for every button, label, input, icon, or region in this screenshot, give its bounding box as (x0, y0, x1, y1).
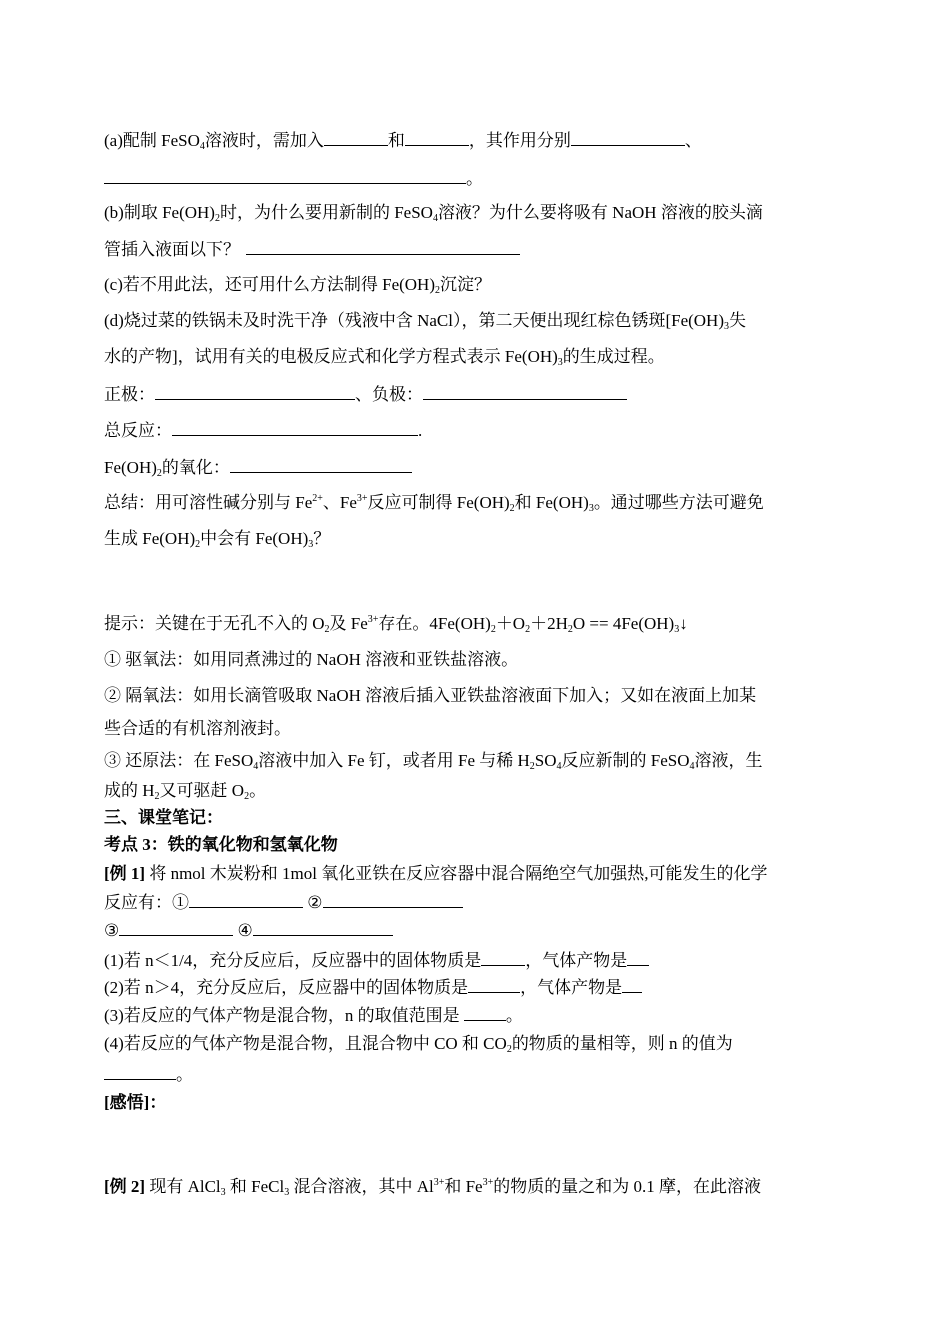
text: O == 4Fe(OH) (572, 614, 675, 633)
text: ，气体产物是 (525, 951, 628, 970)
answer-blank[interactable] (622, 975, 642, 993)
text: 和 Fe (444, 1177, 483, 1196)
method-3-line2 (104, 779, 850, 803)
text: (1)若 n＜1/4，充分反应后，反应器中的固体物质是 (104, 951, 482, 970)
subscript: 2 (506, 1044, 512, 1055)
answer-blank[interactable] (468, 975, 520, 993)
subscript: 2 (509, 503, 515, 514)
question-a-line1 (104, 128, 850, 153)
reflection-heading: [感悟]： (104, 1093, 167, 1112)
example-1-q2 (104, 975, 850, 1000)
example-1-line2 (104, 890, 850, 915)
text: 将 nmol 木炭粉和 1mol 氧化亚铁在反应容器中混合隔绝空气加强热,可能发生的化学 (145, 864, 768, 883)
subscript: 2 (214, 213, 220, 224)
subscript: 2 (154, 791, 160, 802)
text: (3)若反应的气体产物是混合物，n 的取值范围是 (104, 1006, 464, 1025)
answer-blank[interactable] (423, 382, 627, 400)
method-3-line1 (104, 749, 850, 773)
subscript: 2 (156, 468, 162, 479)
negative-label: 、负极： (355, 385, 423, 404)
subscript: 2 (435, 285, 440, 296)
answer-blank[interactable] (323, 890, 463, 908)
text: SO (534, 751, 557, 770)
question-a-line2 (104, 166, 850, 191)
subscript: 4 (432, 213, 438, 224)
subscript: 3 (557, 357, 563, 368)
text: ③ (104, 921, 120, 940)
subscript: 4 (556, 761, 562, 772)
question-c (104, 273, 850, 297)
answer-blank[interactable] (246, 237, 520, 255)
text: ↓ (679, 614, 688, 633)
subscript: 4 (253, 761, 259, 772)
subscript: 4 (199, 141, 205, 152)
superscript: 3+ (356, 493, 368, 504)
example-1-q4-line2 (104, 1062, 850, 1087)
subscript: 2 (195, 539, 201, 550)
superscript: 2+ (312, 493, 323, 504)
answer-blank[interactable] (324, 128, 388, 146)
example-1-line3 (104, 918, 850, 943)
summary-line2 (104, 527, 850, 551)
text: 溶液？为什么要将吸有 NaOH 溶液的胶头滴 (437, 203, 763, 222)
text: ① 驱氧法：如用同煮沸过的 NaOH 溶液和亚铁盐溶液。 (104, 650, 519, 669)
text: ，气体产物是 (520, 978, 623, 997)
text: 。 (466, 169, 483, 188)
text: 水的产物]，试用有关的电极反应式和化学方程式表示 Fe(OH) (104, 347, 558, 366)
text: 存在。4Fe(OH) (378, 614, 491, 633)
text: 反应新制的 FeSO (561, 751, 690, 770)
text: (b)制取 Fe(OH) (104, 203, 215, 222)
text: 溶液时，需加入 (204, 131, 324, 150)
subscript: 2 (525, 624, 531, 635)
text: 的物质的量之和为 0.1 摩，在此溶液 (493, 1177, 761, 1196)
total-label: 总反应： (104, 421, 172, 440)
answer-blank[interactable] (481, 948, 525, 966)
text: ③ 还原法：在 FeSO (104, 751, 254, 770)
text: 反应可制得 Fe(OH) (367, 493, 510, 512)
text: . (418, 421, 423, 440)
text: 的物质的量相等，则 n 的值为 (511, 1034, 733, 1053)
topic-heading: 考点 3：铁的氧化物和氢氧化物 (104, 835, 338, 854)
text: 及 Fe (329, 614, 368, 633)
text: 总结：用可溶性碱分别与 Fe (104, 493, 313, 512)
answer-blank[interactable] (627, 948, 649, 966)
text: 。通过哪些方法可避免 (593, 493, 764, 512)
method-2-line1 (104, 684, 850, 708)
text: 现有 AlCl (145, 1177, 221, 1196)
subscript: 3 (308, 539, 314, 550)
question-d-line1 (104, 309, 850, 333)
text: (4)若反应的气体产物是混合物，且混合物中 CO 和 CO (104, 1034, 507, 1053)
answer-blank[interactable] (104, 166, 466, 184)
hint-line (104, 612, 850, 636)
text: 生成 Fe(OH) (104, 529, 196, 548)
electrode-line (104, 382, 850, 407)
answer-blank[interactable] (405, 128, 469, 146)
subscript: 2 (567, 624, 573, 635)
section-heading: 三、课堂笔记： (104, 808, 223, 827)
text: 失 (729, 311, 746, 330)
answer-blank[interactable] (155, 382, 355, 400)
text: 中会有 Fe(OH) (200, 529, 309, 548)
superscript: 3+ (433, 1177, 445, 1188)
question-b-line2 (104, 237, 850, 262)
example-1-line1 (104, 862, 850, 886)
text: ④ (233, 921, 253, 940)
answer-blank[interactable] (253, 918, 393, 936)
answer-blank[interactable] (104, 1062, 176, 1080)
text: ② (303, 893, 323, 912)
text: (c)若不用此法，还可用什么方法制得 Fe(OH) (104, 275, 435, 294)
example-tag: [例 2] (104, 1177, 146, 1196)
text: 溶液，生 (694, 751, 763, 770)
example-tag: [例 1] (104, 864, 146, 883)
text: 溶液中加入 Fe 钉，或者用 Fe 与稀 H (258, 751, 530, 770)
subscript: 3 (588, 503, 594, 514)
text: Fe(OH) (104, 458, 157, 477)
text: 又可驱赶 O (159, 781, 245, 800)
question-d-line2 (104, 345, 850, 369)
text: ② 隔氧法：如用长滴管吸取 NaOH 溶液后插入亚铁盐溶液面下加入；又如在液面上加某 (104, 686, 757, 705)
text: 、 (684, 131, 702, 150)
superscript: 3+ (482, 1177, 494, 1188)
subscript: 2 (324, 624, 330, 635)
total-reaction-line (104, 418, 850, 443)
text: ＋2H (530, 614, 568, 633)
text: 管插入液面以下？ (104, 240, 240, 259)
text: 。 (249, 781, 267, 800)
text: (2)若 n＞4，充分反应后，反应器中的固体物质是 (104, 978, 469, 997)
text: (d)烧过菜的铁锅未及时洗干净（残液中含 NaCl），第二天便出现红棕色锈斑[Fe(OH) (104, 311, 724, 330)
text: 和 FeCl (225, 1177, 285, 1196)
answer-blank[interactable] (571, 128, 685, 146)
text: 。 (176, 1065, 193, 1084)
method-1 (104, 648, 850, 672)
text: 的氧化： (161, 458, 230, 477)
subscript: 2 (244, 791, 250, 802)
subscript: 2 (529, 761, 535, 772)
answer-blank[interactable] (230, 455, 412, 473)
subscript: 3 (284, 1187, 290, 1198)
positive-label: 正极： (104, 385, 155, 404)
text: 时，为什么要用新制的 FeSO (219, 203, 433, 222)
text: (a)配制 FeSO (104, 131, 200, 150)
subscript: 3 (674, 624, 680, 635)
method-2-line2 (104, 717, 850, 741)
superscript: 3+ (367, 614, 379, 625)
text: 沉淀？ (440, 275, 491, 294)
text: ＋O (495, 614, 526, 633)
subscript: 4 (689, 761, 695, 772)
text: 和 (387, 131, 405, 150)
subscript: 3 (724, 321, 729, 332)
text: 成的 H (104, 781, 155, 800)
text: 反应有：① (104, 893, 189, 912)
answer-blank[interactable] (189, 890, 303, 908)
text: ，其作用分别 (468, 131, 571, 150)
example-1-q3 (104, 1003, 850, 1028)
answer-blank[interactable] (119, 918, 233, 936)
example-1-q1 (104, 948, 850, 973)
text: 和 Fe(OH) (514, 493, 589, 512)
text: ？ (313, 529, 331, 548)
summary-line1 (104, 491, 850, 515)
subscript: 3 (220, 1187, 226, 1198)
text: 。 (505, 1006, 523, 1025)
example-1-q4 (104, 1032, 850, 1056)
text: 的生成过程。 (562, 347, 665, 366)
answer-blank[interactable] (172, 418, 418, 436)
subscript: 2 (490, 624, 496, 635)
answer-blank[interactable] (464, 1003, 506, 1021)
text: 、Fe (322, 493, 357, 512)
oxidation-line (104, 455, 850, 480)
question-b-line1 (104, 201, 850, 225)
text: 提示：关键在于无孔不入的 O (104, 614, 325, 633)
text: 些合适的有机溶剂液封。 (104, 719, 291, 738)
example-2-line1 (104, 1175, 850, 1199)
text: 混合溶液，其中 Al (289, 1177, 434, 1196)
